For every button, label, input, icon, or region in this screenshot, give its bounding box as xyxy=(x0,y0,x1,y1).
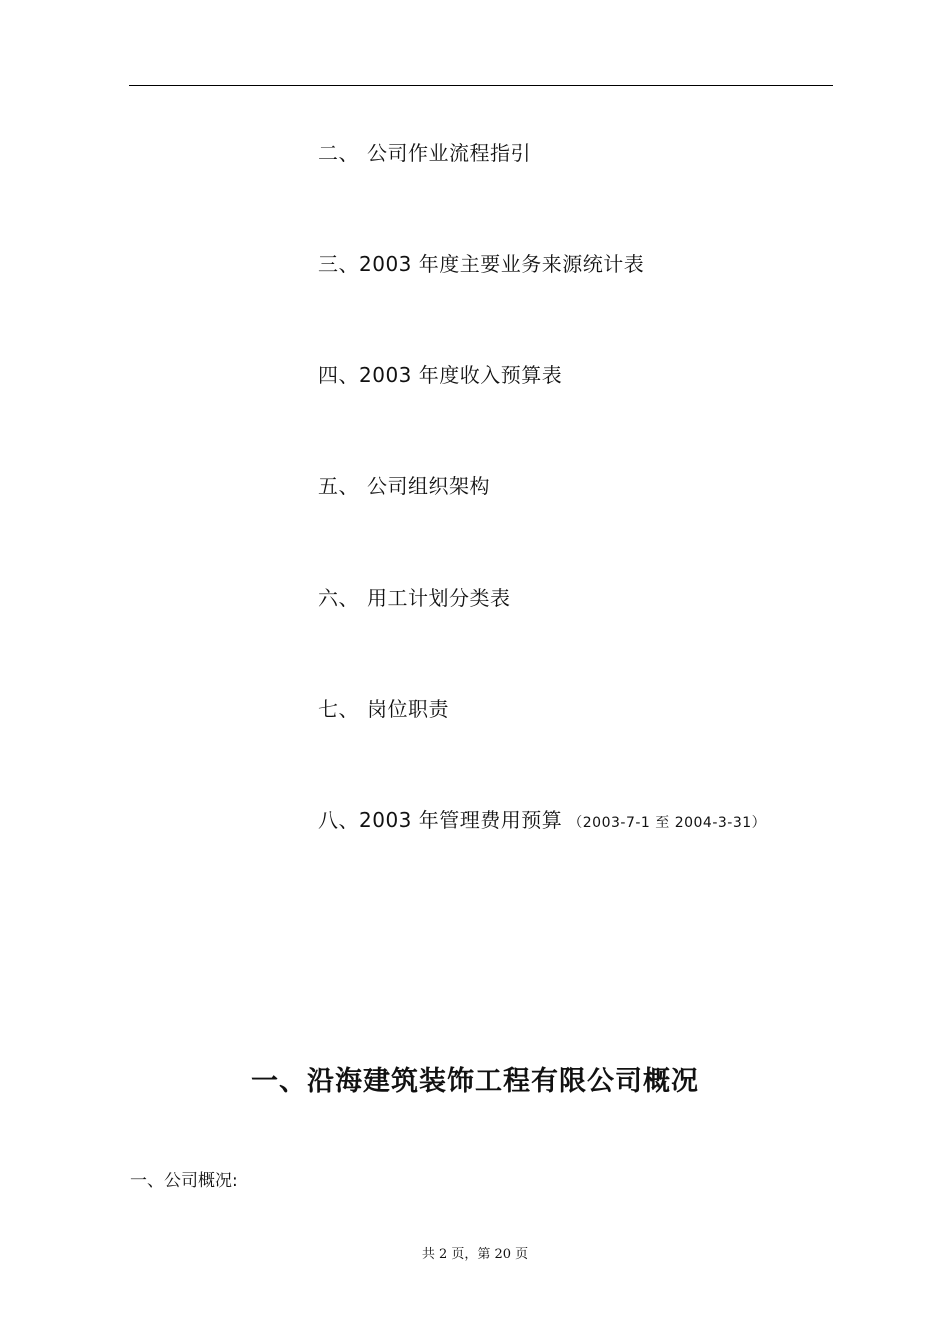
header-rule xyxy=(129,85,833,86)
toc-item-text: 2003 年度收入预算表 xyxy=(359,363,563,387)
toc-item-note: （2003-7-1 至 2004-3-31） xyxy=(568,815,767,831)
toc-item-text: 公司组织架构 xyxy=(367,474,490,498)
toc-item-number: 三、 xyxy=(318,252,359,276)
toc-item-text: 公司作业流程指引 xyxy=(367,141,531,165)
toc-item-number: 五、 xyxy=(318,474,359,498)
toc-item-number: 八、 xyxy=(318,808,359,832)
section-title: 一、沿海建筑装饰工程有限公司概况 xyxy=(251,1066,699,1097)
toc-item-text: 2003 年管理费用预算 xyxy=(359,808,563,832)
toc-item-number: 六、 xyxy=(318,586,359,610)
toc-item-text: 用工计划分类表 xyxy=(367,586,511,610)
toc-item-number: 七、 xyxy=(318,697,359,721)
toc-item-5 xyxy=(318,474,490,498)
toc-item-6 xyxy=(318,586,511,610)
subsection-heading: 一、公司概况: xyxy=(130,1171,238,1191)
toc-item-4 xyxy=(318,363,562,387)
toc-item-2 xyxy=(318,141,531,165)
toc-item-number: 二、 xyxy=(318,141,359,165)
toc-item-8 xyxy=(318,808,766,835)
toc-item-number: 四、 xyxy=(318,363,359,387)
page-footer: 共 2 页，第 20 页 xyxy=(421,1247,529,1262)
toc-item-3 xyxy=(318,252,644,276)
toc-item-text: 岗位职责 xyxy=(367,697,449,721)
toc-item-text: 2003 年度主要业务来源统计表 xyxy=(359,252,645,276)
toc-item-7 xyxy=(318,697,449,721)
